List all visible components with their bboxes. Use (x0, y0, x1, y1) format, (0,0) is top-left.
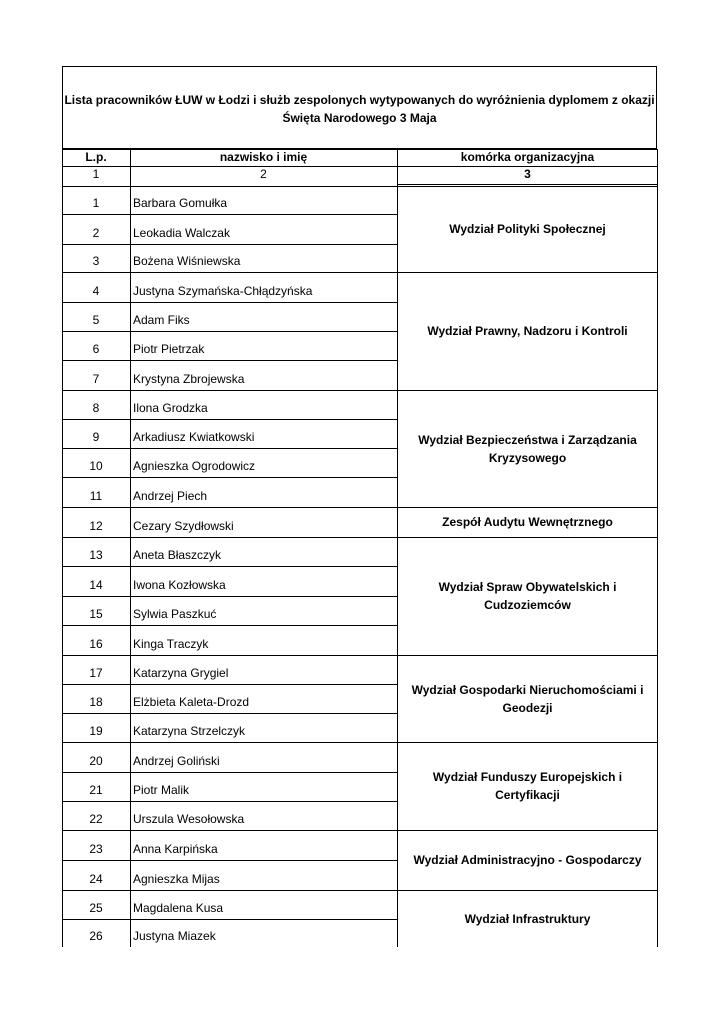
department-name: Wydział Polityki Społecznej (449, 222, 606, 236)
row-divider (62, 772, 398, 773)
row-number: 23 (89, 842, 103, 856)
row-divider (62, 625, 398, 626)
employee-name: Justyna Szymańska-Chłądzyńska (133, 284, 313, 298)
employee-name: Piotr Pietrzak (133, 342, 205, 356)
row-number: 9 (92, 430, 100, 444)
row-number: 25 (89, 901, 103, 915)
employee-name: Ilona Grodzka (133, 401, 208, 415)
row-divider (62, 655, 398, 656)
department-cell (398, 655, 657, 742)
row-number: 10 (89, 459, 103, 473)
header-department: komórka organizacyjna (460, 150, 595, 164)
employee-name: Leokadia Walczak (133, 226, 230, 240)
employee-name: Adam Fiks (133, 313, 190, 327)
row-number: 21 (89, 783, 103, 797)
row-number: 2 (92, 226, 100, 240)
row-number: 7 (92, 372, 100, 386)
employee-name: Sylwia Paszkuć (133, 607, 217, 621)
column-number-1: 1 (92, 167, 100, 181)
department-name: Wydział Gospodarki Nieruchomościami i Geodezji (411, 682, 644, 715)
department-cell (398, 390, 657, 507)
employee-name: Magdalena Kusa (133, 901, 224, 915)
row-divider (62, 537, 398, 538)
department-cell (398, 186, 657, 272)
row-divider (62, 360, 398, 361)
employee-name: Aneta Błaszczyk (133, 548, 222, 562)
row-divider (62, 302, 398, 303)
row-divider (62, 390, 398, 391)
department-name: Wydział Prawny, Nadzoru i Kontroli (427, 324, 628, 338)
row-number: 18 (89, 695, 103, 709)
numbers-bottom-line (397, 184, 658, 185)
row-number: 5 (92, 313, 100, 327)
employee-name: Bożena Wiśniewska (133, 254, 241, 268)
row-number: 17 (89, 666, 103, 680)
row-number: 8 (92, 401, 100, 415)
employee-name: Arkadiusz Kwiatkowski (133, 430, 255, 444)
department-cell (398, 272, 657, 390)
employee-name: Barbara Gomułka (133, 196, 228, 210)
employee-name: Katarzyna Grygiel (133, 666, 229, 680)
department-name: Wydział Spraw Obywatelskich i Cudzoziemców (438, 580, 617, 612)
row-divider (62, 272, 398, 273)
department-cell (398, 830, 657, 890)
header-name: nazwisko i imię (219, 150, 308, 164)
row-divider (62, 186, 398, 187)
department-cell (398, 537, 657, 655)
employee-name: Justyna Miazek (133, 929, 216, 943)
row-divider (62, 801, 398, 802)
department-name: Wydział Funduszy Europejskich i Certyfikacji (432, 770, 623, 802)
department-cell (398, 890, 657, 947)
row-divider (62, 860, 398, 861)
row-number: 3 (92, 254, 100, 268)
employee-name: Krystyna Zbrojewska (133, 372, 245, 386)
employee-name: Cezary Szydłowski (133, 519, 234, 533)
row-divider (62, 419, 398, 420)
title-box (62, 66, 657, 149)
employee-name: Andrzej Piech (133, 489, 208, 503)
department-name: Wydział Infrastruktury (464, 911, 591, 926)
employee-name: Kinga Traczyk (133, 637, 209, 651)
employee-name: Katarzyna Strzelczyk (133, 724, 246, 738)
row-number: 26 (89, 929, 103, 943)
row-number: 22 (89, 812, 103, 826)
row-number: 15 (89, 607, 103, 621)
department-name: Wydział Administracyjno - Gospodarczy (413, 853, 642, 867)
row-divider (62, 596, 398, 597)
row-number: 24 (89, 872, 103, 886)
employee-name: Agnieszka Ogrodowicz (133, 459, 256, 473)
row-number: 1 (92, 196, 100, 210)
row-divider (62, 214, 398, 215)
table-right-border (657, 184, 658, 947)
column-divider-1 (130, 149, 131, 947)
row-divider (62, 684, 398, 685)
row-divider (62, 890, 398, 891)
title-line-2: Święta Narodowego 3 Maja (282, 111, 437, 125)
employee-name: Urszula Wesołowska (133, 812, 245, 826)
row-number: 16 (89, 637, 103, 651)
header-lp: L.p. (85, 150, 107, 164)
department-name: Zespół Audytu Wewnętrznego (442, 515, 613, 529)
row-divider (62, 830, 398, 831)
employee-name: Anna Karpińska (133, 842, 218, 856)
employee-name: Andrzej Goliński (133, 754, 220, 768)
column-number-2: 2 (260, 167, 267, 181)
row-number: 4 (92, 284, 100, 298)
row-divider (62, 507, 398, 508)
row-divider (62, 331, 398, 332)
department-name: Wydział Bezpieczeństwa i Zarządzania Kryzysowego (418, 432, 637, 465)
row-divider (62, 919, 398, 920)
row-number: 11 (89, 489, 103, 503)
document-title (63, 91, 656, 127)
row-number: 13 (89, 548, 103, 562)
title-line-1: Lista pracowników ŁUW w Łodzi i służb zespolonych wytypowanych do wyróżnienia dyplomem z okazji (64, 93, 655, 107)
department-cell (398, 742, 657, 830)
row-divider (62, 742, 398, 743)
employee-name: Piotr Malik (133, 783, 190, 797)
row-number: 20 (89, 754, 103, 768)
row-divider (62, 477, 398, 478)
employee-name: Elżbieta Kaleta-Drozd (133, 695, 250, 709)
table-right-border-header (657, 149, 658, 185)
row-divider (62, 448, 398, 449)
row-divider (62, 713, 398, 714)
row-number: 19 (89, 724, 103, 738)
employee-name: Iwona Kozłowska (133, 578, 226, 592)
row-number: 12 (89, 519, 103, 533)
column-number-3: 3 (524, 167, 531, 181)
row-divider (62, 566, 398, 567)
row-number: 6 (92, 342, 100, 356)
department-cell (398, 507, 657, 537)
row-divider (62, 244, 398, 245)
employee-name: Agnieszka Mijas (133, 872, 220, 886)
row-number: 14 (89, 578, 103, 592)
